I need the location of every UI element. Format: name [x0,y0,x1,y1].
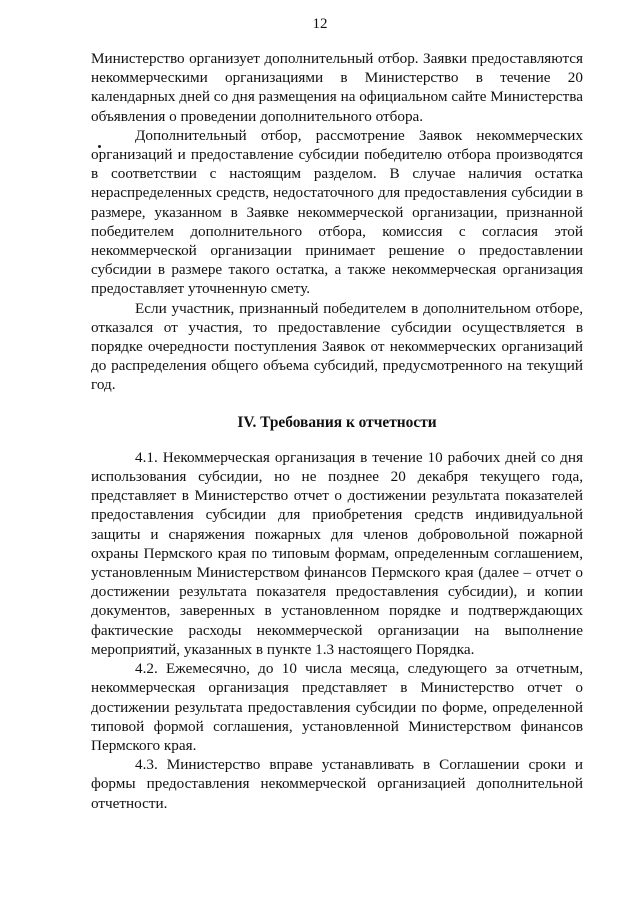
document-body [91,49,583,813]
section-heading: IV. Требования к отчетности [237,413,437,431]
clause-4-3: 4.3. Министерство вправе устанавливать в Соглашении сроки и формы предоставления некоммерческой организацией дополнительной отчетности. [91,756,583,812]
clause-4-1: 4.1. Некоммерческая организация в течение 10 рабочих дней со дня использования субсидии, но не позднее 20 декабря текущего года, представляет в Министерство отчет о достижении результата показателей предоставления субсидии для приобретения средств индивидуальной защиты и снаряжения пожарных для членов добровольной пожарной охраны Пермского края по типовым формам, определенным соглашением, установленным Министерством финансов Пермского края (далее – отчет о достижении результата показателя предоставления субсидии), и копии документов, заверенных в установленном порядке и подтверждающих фактические расходы некоммерческой организации на выполнение мероприятий, указанных в пункте 1.3 настоящего Порядка. [91,448,583,658]
paragraph-selection-procedure: Дополнительный отбор, рассмотрение Заявок некоммерческих организаций и предоставление субсидии победителю отбора производятся в соответствии с настоящим разделом. В случае наличия остатка нераспределенных средств, недостаточного для предоставления субсидии в размере, указанном в Заявке некоммерческой организации, признанной победителем дополнительного отбора, комиссия с согласия этой некоммерческой организации принимает решение о предоставлении субсидии в размере такого остатка, а также некоммерческая организация предоставляет уточненную смету. [91,126,583,298]
clause-4-2: 4.2. Ежемесячно, до 10 числа месяца, следующего за отчетным, некоммерческая организация представляет в Министерство отчет о достижении результата предоставления субсидии по форме, определенной типовой формой соглашения, установленной Министерством финансов Пермского края. [91,660,583,754]
paragraph-winner-refusal: Если участник, признанный победителем в дополнительном отборе, отказался от участия, то предоставление субсидии осуществляется в порядке очередности поступления Заявок от некоммерческих организаций до распределения общего объема субсидий, предусмотренного на текущий год. [91,299,583,394]
page-number: 12 [312,16,328,32]
paragraph-additional-selection: Министерство организует дополнительный отбор. Заявки предоставляются некоммерческими организациями в Министерство в течение 20 календарных дней со дня размещения на официальном сайте Министерства объявления о проведении дополнительного отбора. [91,50,583,125]
